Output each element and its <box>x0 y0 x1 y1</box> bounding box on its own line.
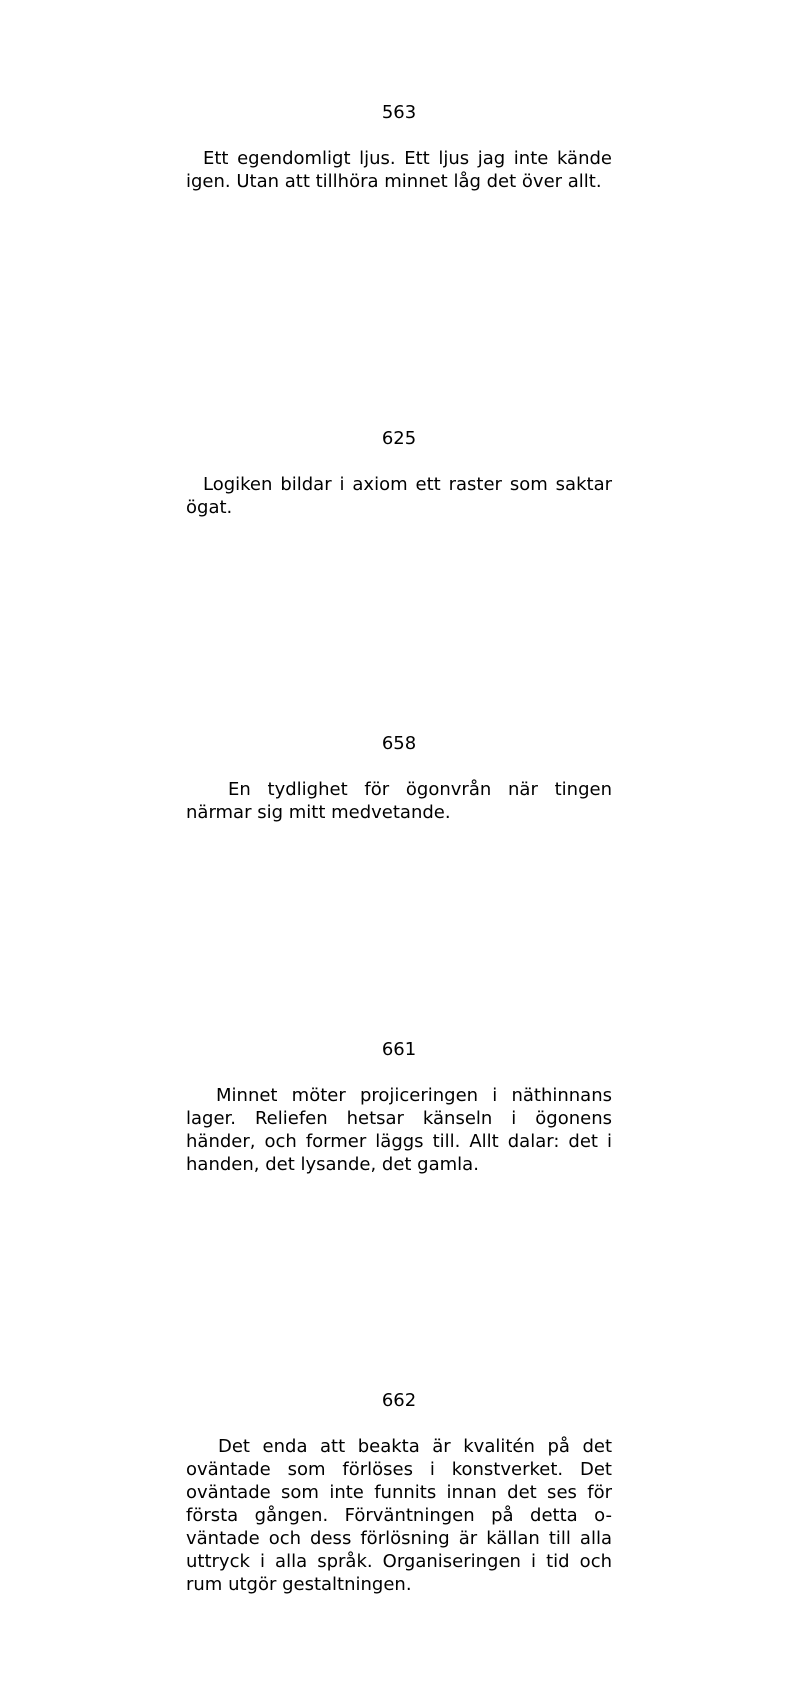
section-number: 625 <box>381 428 417 449</box>
section-625 <box>186 427 612 519</box>
section-text: Det enda att beakta är kvalitén på det oväntade som förlöses i konstverket. Det oväntade som inte funnits innan det ses för första gången. Förväntningen på detta o-väntade och dess förlösning är källan till alla uttryck i alla språk. Organiseringen i tid och rum utgör gestaltningen. <box>186 1436 612 1595</box>
section-text: Ett egendomligt ljus. Ett ljus jag inte kände igen. Utan att tillhöra minnet låg det över allt. <box>186 148 612 192</box>
section-number: 658 <box>381 733 417 754</box>
section-text: Minnet möter projiceringen i näthinnans lager. Reliefen hetsar känseln i ögonens händer, och former läggs till. Allt dalar: det i handen, det lysande, det gamla. <box>186 1085 612 1175</box>
section-number: 563 <box>381 102 417 123</box>
section-number: 661 <box>381 1039 417 1060</box>
section-text: Logiken bildar i axiom ett raster som saktar ögat. <box>186 474 612 518</box>
section-text: En tydlighet för ögonvrån när tingen närmar sig mitt medvetande. <box>186 779 612 823</box>
section-number: 662 <box>381 1390 417 1411</box>
section-563 <box>186 101 612 193</box>
section-661 <box>186 1038 612 1176</box>
section-658 <box>186 732 612 824</box>
section-662 <box>186 1389 612 1596</box>
